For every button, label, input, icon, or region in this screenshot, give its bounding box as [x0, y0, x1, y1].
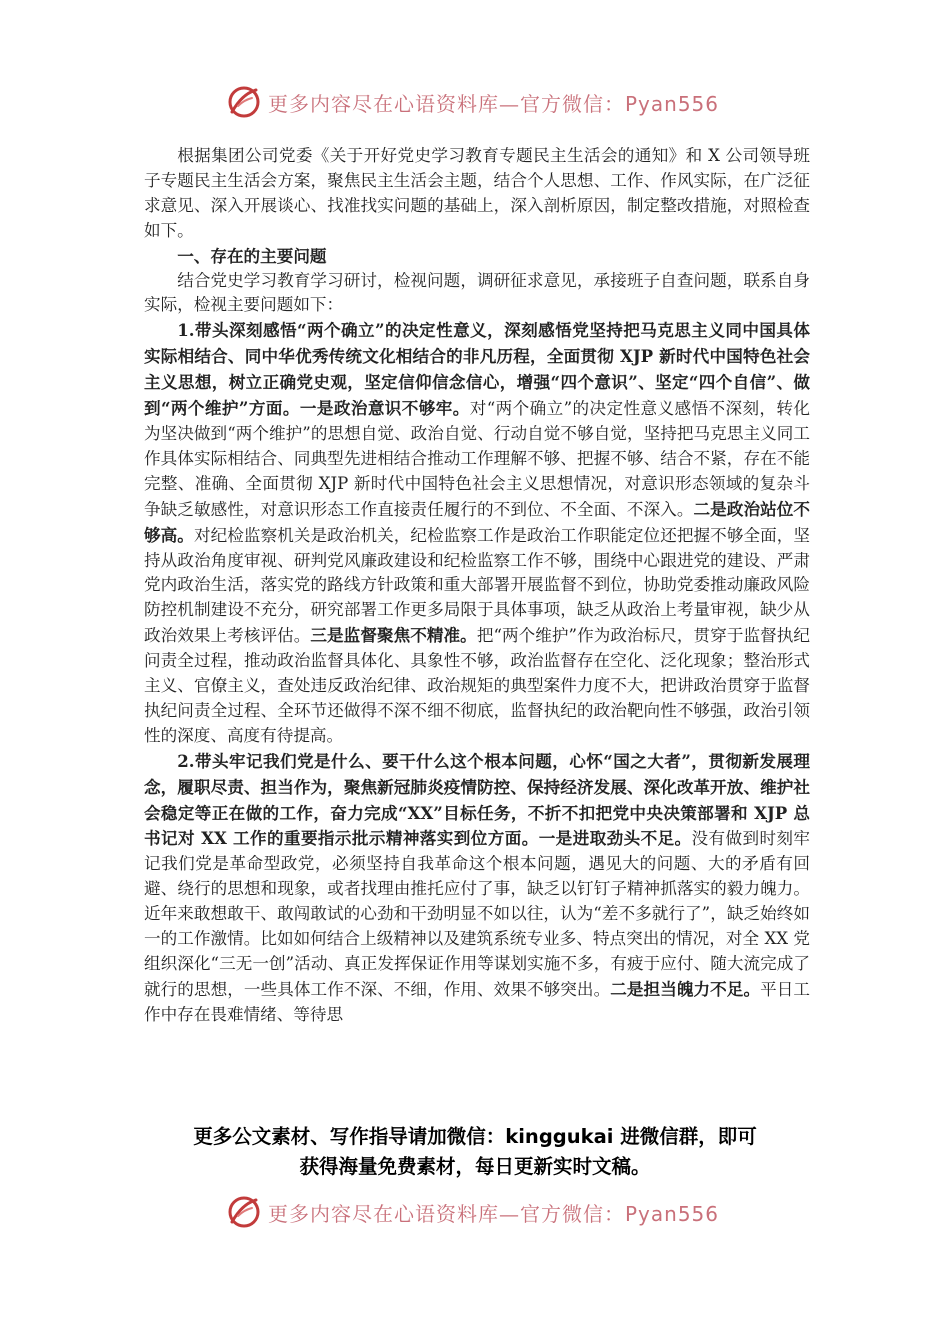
item-1-point-1-title: 一是政治意识不够牢。: [299, 398, 470, 419]
header-banner: [0, 82, 950, 122]
section-lead: 结合党史学习教育学习研讨，检视问题，调研征求意见，承接班子自查问题，联系自身实际，检视主要问题如下：: [144, 270, 810, 315]
section-heading: 一、存在的主要问题: [177, 245, 327, 266]
item-1-point-3-title: 三是监督聚焦不精准。: [310, 625, 477, 646]
item-2-point-2-title: 二是担当魄力不足。: [610, 978, 761, 999]
promo-line-1: 更多公文素材、写作指导请加微信：kinggukai 进微信群，即可: [193, 1125, 757, 1148]
promo-notice: [130, 1122, 820, 1182]
item-1-point-2-text: 对纪检监察机关是政治机关，纪检监察工作是政治工作职能定位还把握不够全面，坚持从政治角度审视、研判党风廉政建设和纪检监察工作不够，围绕中心跟进党的建设、严肃党内政治生活，落实党的路线方针政策和重大部署开展监督不到位，协助党委推动廉政风险防控机制建设不充分，研究部署工作更多局限于具体事项，缺乏从政治上考量审视，缺少从政治效果上考核评估。: [144, 525, 811, 646]
item-2-point-1-title: 一是进取劲头不足。: [538, 828, 692, 849]
brand-logo-icon: [226, 84, 262, 120]
item-1-point-3-text: 把“两个维护”作为政治标尺，贯穿于监督执纪问责全过程，推动政治监督具体化、具象性不够，政治监督存在空化、泛化现象；整治形式主义、官僚主义，查处违反政治纪律、政治规矩的典型案件力度不大，把讲政治贯穿于监督执纪问责全过程、全环节还做得不深不细不彻底，监督执纪的政治靶向性不够强，政治引领性的深度、高度有待提高。: [144, 626, 810, 745]
item-2-point-2-text: 平日工作中存在畏难情绪、等待思: [144, 979, 811, 1024]
banner-text: 更多内容尽在心语资料库—官方微信：Pyan556: [268, 91, 720, 116]
wechat-id: Pyan556: [625, 91, 720, 116]
item-2-heading: 2.带头牢记我们党是什么、要干什么这个根本问题，心怀“国之大者”，贯彻新发展理念，履职尽责、担当作为，聚焦新冠肺炎疫情防控、保持经济发展、深化改革开放、维护社会稳定等正在做的工作，奋力完成“XX”目标任务，不折不扣把党中央决策部署和 XJP 总书记对 XX 工作的重要指示批示精神落实到位方面。: [144, 750, 810, 849]
item-2-point-1-text: 没有做到时刻牢记我们党是革命型政党，必须坚持自我革命这个根本问题，遇见大的问题、大的矛盾有回避、绕行的思想和现象，或者找理由推托应付了事，缺乏以钉钉子精神抓落实的毅力魄力。近年来敢想敢干、敢闯敢试的心劲和干劲明显不如以往，认为“差不多就行了”，缺乏始终如一的工作激情。比如如何结合上级精神以及建筑系统专业多、特点突出的情况，对全 XX 党组织深化“三无一创”活动、真正发挥保证作用等谋划实施不多，有疲于应付、随大流完成了就行的思想，一些具体工作不深、不细，作用、效果不够突出。: [144, 829, 811, 999]
banner-text: 更多内容尽在心语资料库—官方微信：Pyan556: [268, 1201, 720, 1226]
item-1-point-1-text: 对“两个确立”的决定性意义感悟不深刻，转化为坚决做到“两个维护”的思想自觉、政治自觉、行动自觉不够自觉，坚持把马克思主义同工作具体实际相结合、同典型先进相结合推动工作理解不够、把握不够、结合不紧，存在不能完整、准确、全面贯彻 XJP 新时代中国特色社会主义思想情况，对意识形态领域的复杂斗争缺乏敏感性，对意识形态工作直接责任履行的不到位、不全面、不深入。: [144, 399, 811, 519]
brand-logo-icon: [226, 1194, 262, 1230]
item-1-point-2-title: 二是政治站位不够高。: [144, 498, 811, 545]
intro-paragraph: 根据集团公司党委《关于开好党史学习教育专题民主生活会的通知》和 X 公司领导班子专题民主生活会方案，聚焦民主生活会主题，结合个人思想、工作、作风实际，在广泛征求意见、深入开展谈心、找准找实问题的基础上，深入剖析原因，制定整改措施，对照检查如下。: [144, 146, 810, 240]
document-body: [144, 144, 810, 1028]
wechat-id: Pyan556: [625, 1201, 720, 1226]
footer-banner: [0, 1192, 950, 1232]
promo-line-2: 获得海量免费素材，每日更新实时文稿。: [299, 1155, 651, 1178]
item-2-paragraph: [144, 749, 810, 1028]
item-1-paragraph: [144, 318, 810, 748]
item-1-heading: 1.带头深刻感悟“两个确立”的决定性意义，深刻感悟党坚持把马克思主义同中国具体实际相结合、同中华优秀传统文化相结合的非凡历程，全面贯彻 XJP 新时代中国特色社会主义思想，树立正确党史观，坚定信仰信念信心，增强“四个意识”、坚定“四个自信”、做到“两个维护”方面。: [144, 320, 810, 419]
